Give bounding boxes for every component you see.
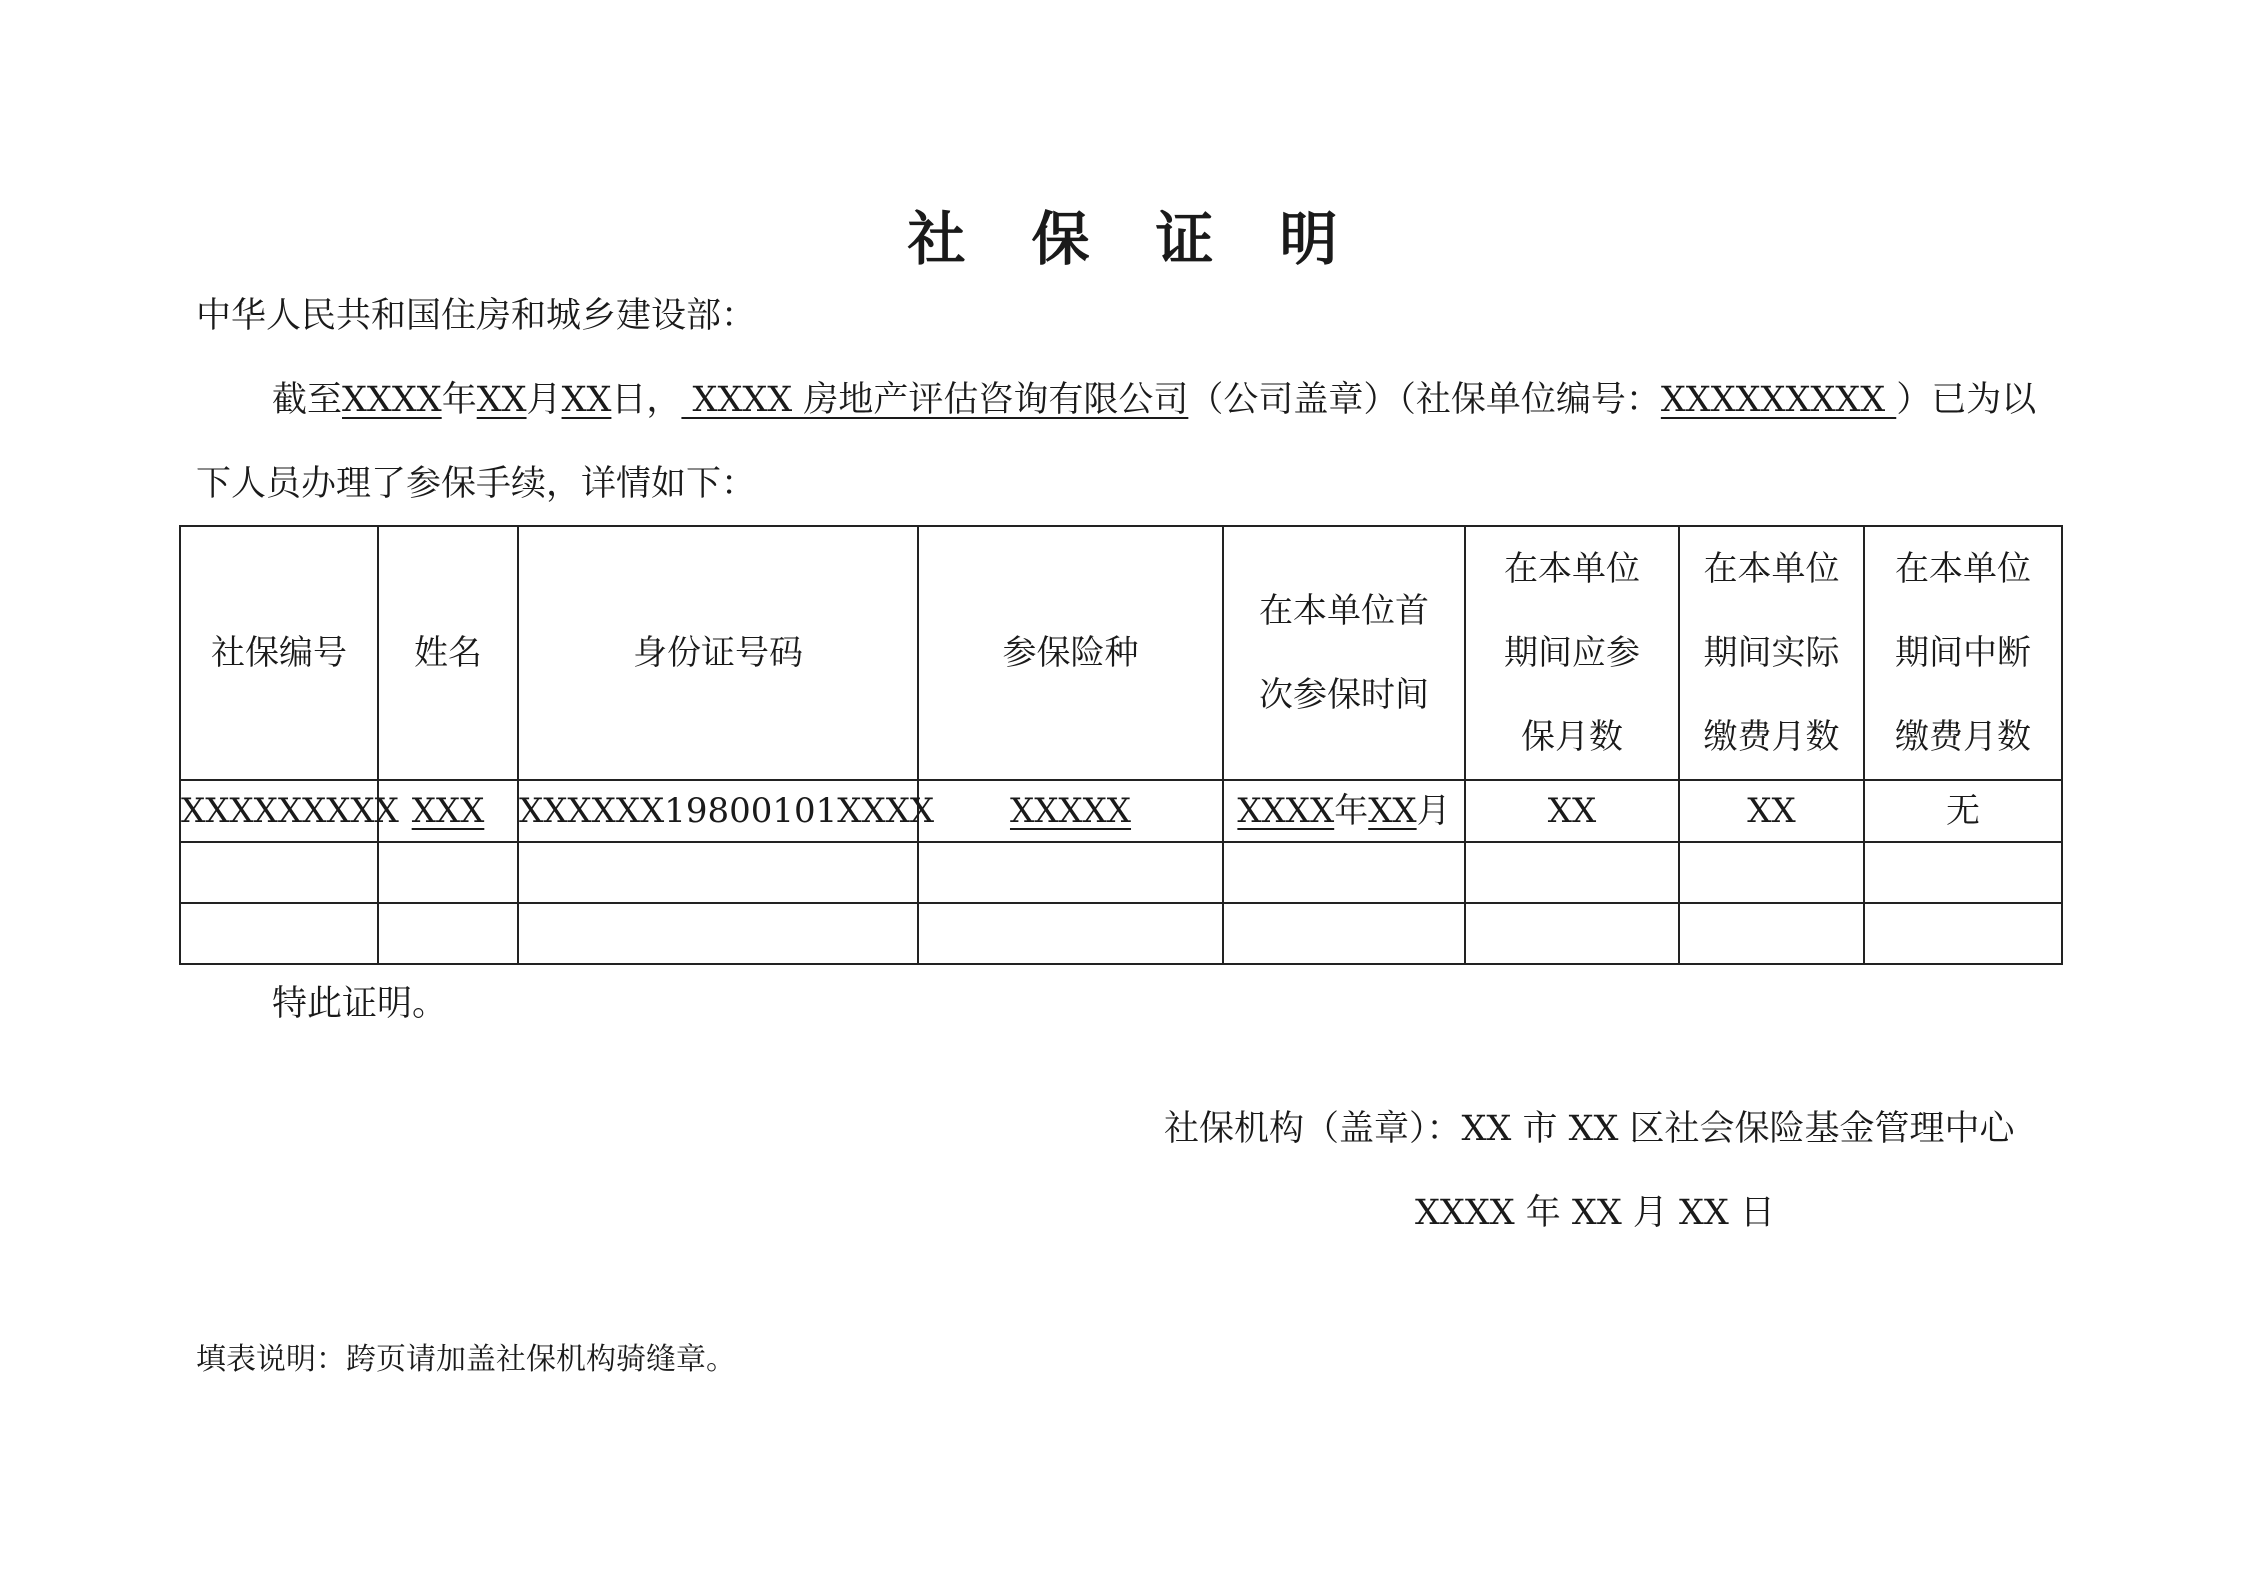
- footnote: 填表说明：跨页请加盖社保机构骑缝章。: [196, 1342, 736, 1377]
- intro-prefix: 截至: [272, 380, 343, 420]
- empty-cell: [518, 842, 918, 903]
- cell-months-due: XX: [1465, 780, 1679, 842]
- empty-cell: [1864, 903, 2062, 964]
- empty-cell: [1864, 842, 2062, 903]
- empty-cell: [1465, 842, 1679, 903]
- header-months-paid: 在本单位 期间实际 缴费月数: [1679, 526, 1864, 780]
- empty-cell: [180, 842, 378, 903]
- header-insurance-type: 参保险种: [918, 526, 1223, 780]
- table-row: [180, 842, 2062, 903]
- empty-cell: [378, 903, 518, 964]
- cell-first-enroll-time: XXXX年XX月: [1223, 780, 1465, 842]
- empty-cell: [180, 903, 378, 964]
- empty-cell: [378, 842, 518, 903]
- header-months-due: 在本单位 期间应参 保月数: [1465, 526, 1679, 780]
- header-months-interrupted: 在本单位 期间中断 缴费月数: [1864, 526, 2062, 780]
- document-title: [0, 192, 2245, 276]
- intro-day: XX: [561, 380, 612, 420]
- cell-social-no: XXXXXXXXX: [180, 780, 378, 842]
- cell-name: XXX: [378, 780, 518, 842]
- cell-id-no: XXXXXX19800101XXXX: [518, 780, 918, 842]
- title-char: 证: [1155, 205, 1214, 273]
- addressee: 中华人民共和国住房和城乡建设部：: [196, 296, 757, 336]
- empty-cell: [918, 903, 1223, 964]
- issue-date: XXXX 年 XX 月 XX 日: [1415, 1193, 1775, 1233]
- company-name: XXXX 房地产评估咨询有限公司: [681, 380, 1189, 420]
- intro-year: XXXX: [342, 380, 442, 420]
- table-row: [180, 903, 2062, 964]
- empty-cell: [1679, 903, 1864, 964]
- title-char: 明: [1279, 205, 1338, 273]
- empty-cell: [1223, 903, 1465, 964]
- intro-year-unit: 年: [441, 380, 477, 420]
- insurance-table: [179, 525, 2063, 965]
- header-first-enroll-time: 在本单位首 次参保时间: [1223, 526, 1465, 780]
- intro-paragraph-line2: 下人员办理了参保手续，详情如下：: [196, 464, 757, 504]
- intro-paragraph-line1: [272, 378, 2036, 422]
- empty-cell: [1223, 842, 1465, 903]
- header-name: 姓名: [378, 526, 518, 780]
- intro-month: XX: [476, 380, 527, 420]
- empty-cell: [1679, 842, 1864, 903]
- agency-signature: 社保机构（盖章）：XX 市 XX 区社会保险基金管理中心: [1164, 1109, 2015, 1149]
- cell-months-interrupted: 无: [1864, 780, 2062, 842]
- title-char: 社: [907, 205, 966, 273]
- empty-cell: [918, 842, 1223, 903]
- table-row: [180, 780, 2062, 842]
- title-char: 保: [1031, 205, 1090, 273]
- intro-month-unit: 月: [526, 380, 562, 420]
- cell-months-paid: XX: [1679, 780, 1864, 842]
- stamp-note: （公司盖章）（社保单位编号：: [1188, 380, 1661, 420]
- cell-insurance-type: XXXXX: [918, 780, 1223, 842]
- intro-day-unit: 日，: [611, 380, 682, 420]
- intro-suffix: ）已为以: [1896, 380, 2037, 420]
- unit-number: XXXXXXXXX: [1660, 380, 1897, 420]
- empty-cell: [1465, 903, 1679, 964]
- header-social-no: 社保编号: [180, 526, 378, 780]
- empty-cell: [518, 903, 918, 964]
- closing-statement: 特此证明。: [272, 984, 448, 1024]
- header-id-no: 身份证号码: [518, 526, 918, 780]
